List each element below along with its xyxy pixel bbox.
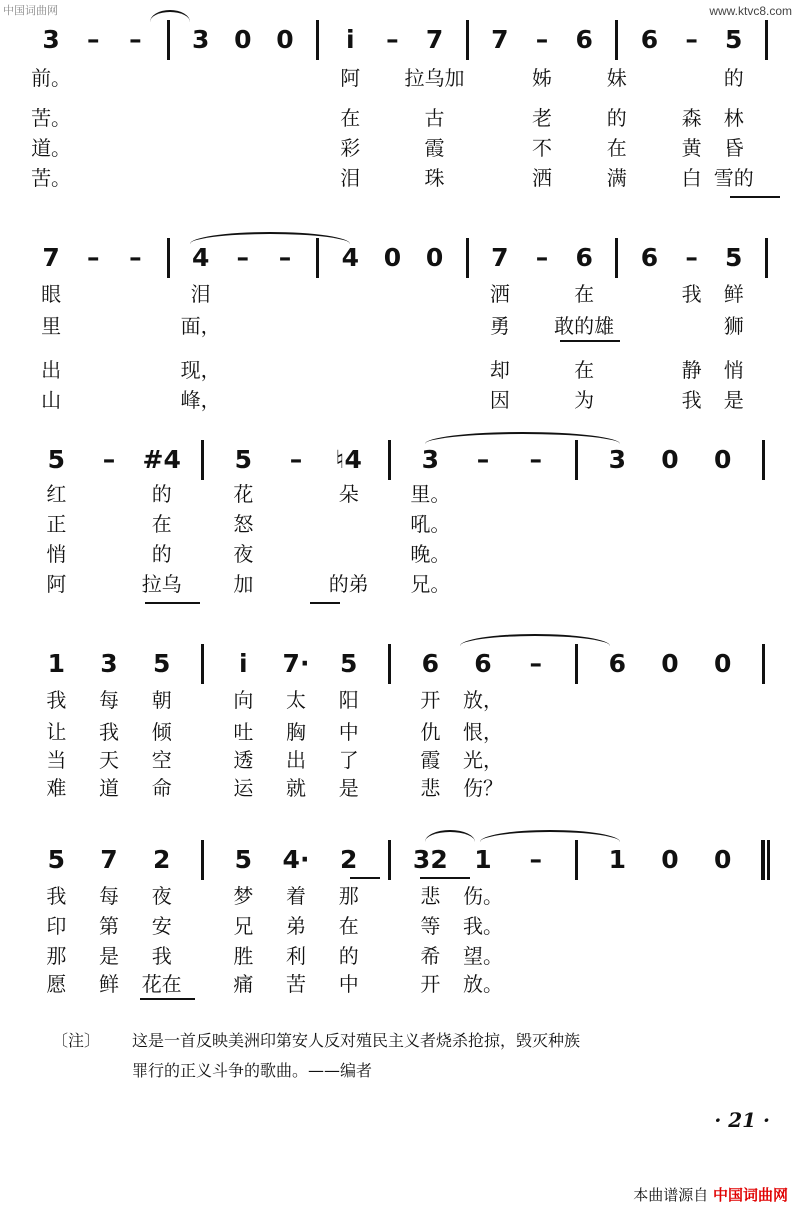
lyric: 妹	[606, 66, 627, 90]
lyric: 太	[286, 688, 306, 712]
lyric: 我	[681, 388, 702, 412]
note: 7	[100, 845, 118, 874]
lyric: 花	[233, 482, 254, 506]
lyric: 苦	[286, 972, 306, 996]
lyric: 恨，	[463, 720, 503, 744]
lyric: 为	[574, 388, 595, 412]
note: 0	[383, 243, 402, 272]
lyric: 静	[681, 358, 702, 382]
note: 32	[412, 845, 448, 874]
lyric: 安	[151, 914, 172, 938]
lyric: 出	[286, 748, 306, 772]
lyric: 现，	[180, 358, 221, 382]
lyric: 仇	[420, 720, 441, 744]
lyric: 满	[606, 166, 627, 190]
watermark-right: www.ktvc8.com	[709, 4, 792, 18]
lyric: 红	[46, 482, 67, 506]
note: 2	[339, 845, 358, 874]
note: 2	[152, 845, 171, 874]
lyric: 峰，	[180, 388, 221, 412]
note: 6	[474, 649, 492, 678]
note: 0	[661, 445, 679, 474]
note: 3	[100, 649, 118, 678]
barline	[466, 238, 469, 278]
notation-line	[0, 840, 800, 880]
dash-note: –	[386, 25, 399, 54]
dash-note: –	[476, 445, 490, 474]
note: 6	[608, 649, 627, 678]
lyric: 古	[424, 106, 445, 130]
tie	[425, 830, 475, 842]
lyric: 泪	[340, 166, 361, 190]
lyric: 在	[151, 512, 172, 536]
dash-note: –	[685, 243, 698, 272]
lyric: 悄	[723, 358, 744, 382]
lyric: 天	[99, 748, 119, 772]
barline	[765, 20, 768, 60]
lyric: 拉乌	[141, 572, 182, 596]
note: 1	[474, 845, 492, 874]
note: 0	[234, 25, 252, 54]
lyric: 黄	[681, 136, 702, 160]
barline	[388, 644, 391, 684]
lyric: 那	[338, 884, 359, 908]
underline	[350, 877, 380, 879]
note: 5	[339, 649, 358, 678]
note-line-2: 罪行的正义斗争的歌曲。——编者	[132, 1061, 373, 1080]
note: 3	[191, 25, 210, 54]
note: 1	[47, 649, 66, 678]
lyric: 中	[338, 972, 359, 996]
lyric: 洒	[532, 166, 552, 190]
lyric: 等	[420, 914, 441, 938]
barline	[615, 238, 618, 278]
lyric: 朝	[151, 688, 172, 712]
lyric: 每	[99, 688, 119, 712]
lyric: 出	[41, 358, 62, 382]
note: 7·	[282, 649, 310, 678]
tie	[150, 10, 190, 22]
barline	[765, 238, 768, 278]
lyric: 中	[338, 720, 359, 744]
final-barline	[761, 840, 770, 880]
lyric: 我。	[463, 914, 503, 938]
note: i	[345, 25, 355, 54]
lyric: 就	[286, 776, 306, 800]
lyric: 兄。	[410, 572, 451, 596]
lyric: 的	[151, 542, 172, 566]
note: 1	[608, 845, 627, 874]
barline	[201, 840, 204, 880]
note: 0	[425, 243, 444, 272]
lyric: 着	[286, 884, 306, 908]
lyric: 望。	[463, 944, 503, 968]
lyric: 苦。	[31, 166, 72, 190]
note: 3	[608, 445, 627, 474]
lyric: 悲	[420, 884, 441, 908]
lyric: 因	[489, 388, 510, 412]
lyric: 却	[489, 358, 510, 382]
lyric: 在	[338, 914, 359, 938]
lyric: 放，	[463, 688, 503, 712]
lyric: 开	[420, 972, 441, 996]
lyric: 在	[340, 106, 361, 130]
lyric: 勇	[489, 314, 510, 338]
lyric: 伤。	[463, 884, 503, 908]
dash-note: –	[102, 445, 116, 474]
underline	[730, 196, 780, 198]
lyric: 伤？	[463, 776, 503, 800]
lyric: 我	[151, 944, 172, 968]
barline	[575, 440, 578, 480]
notation-line	[0, 238, 800, 278]
tie	[425, 432, 620, 444]
lyric: 运	[233, 776, 254, 800]
barline	[615, 20, 618, 60]
lyric: 了	[338, 748, 359, 772]
notation-line	[0, 440, 800, 480]
source-prefix: 本曲谱源自	[633, 1186, 709, 1204]
lyric: 每	[99, 884, 119, 908]
lyric: 悄	[46, 542, 67, 566]
note: 5	[725, 243, 743, 272]
dash-note: –	[529, 845, 542, 874]
lyric: 在	[574, 282, 595, 306]
underline	[140, 998, 195, 1000]
underline	[560, 340, 620, 342]
barline	[575, 644, 578, 684]
note: 5	[234, 445, 253, 474]
dash-note: –	[529, 649, 542, 678]
note: 6	[640, 25, 659, 54]
lyric: 的	[723, 66, 744, 90]
lyric: 昏	[723, 136, 744, 160]
lyric: 的弟	[328, 572, 369, 596]
lyric: 夜	[151, 884, 172, 908]
lyric: 花在	[141, 972, 182, 996]
note: 7	[425, 25, 444, 54]
lyric: 白	[681, 166, 702, 190]
lyric: 倾	[151, 720, 172, 744]
lyric: 霞	[420, 748, 441, 772]
tie	[190, 232, 350, 244]
underline	[145, 602, 200, 604]
note: 5	[725, 25, 743, 54]
lyric: 的	[338, 944, 359, 968]
lyric: 当	[46, 748, 67, 772]
lyric: 不	[532, 136, 552, 160]
tie	[480, 830, 620, 842]
lyric: 阳	[338, 688, 359, 712]
barline	[762, 644, 765, 684]
note: 5	[234, 845, 253, 874]
lyric: 洒	[489, 282, 510, 306]
barline	[388, 840, 391, 880]
lyric: 胜	[233, 944, 254, 968]
dash-note: –	[289, 445, 303, 474]
barline	[167, 20, 170, 60]
lyric: 拉乌加	[404, 66, 465, 90]
lyric: 让	[46, 720, 67, 744]
lyric: 眼	[41, 282, 62, 306]
lyric: 愿	[46, 972, 67, 996]
lyric: 向	[233, 688, 254, 712]
barline	[388, 440, 391, 480]
note: 4	[191, 243, 210, 272]
note: 7	[491, 25, 509, 54]
tie	[460, 634, 610, 646]
lyric: 第	[99, 914, 119, 938]
note: 0	[661, 845, 679, 874]
note: #4	[142, 445, 181, 474]
lyric: 夜	[233, 542, 254, 566]
lyric: 森	[681, 106, 702, 130]
note: 0	[713, 845, 732, 874]
lyric: 狮	[723, 314, 744, 338]
lyric: 里	[41, 314, 62, 338]
lyric: 正	[46, 512, 67, 536]
note-label: 〔注〕	[52, 1031, 101, 1050]
lyric: 朵	[338, 482, 359, 506]
lyric: 彩	[340, 136, 361, 160]
barline	[762, 440, 765, 480]
barline	[201, 440, 204, 480]
lyric: 面，	[180, 314, 221, 338]
notation-line	[0, 644, 800, 684]
lyric: 道。	[31, 136, 72, 160]
lyric: 是	[338, 776, 359, 800]
lyric: 霞	[424, 136, 445, 160]
lyric: 难	[46, 776, 67, 800]
lyric: 阿	[340, 66, 361, 90]
lyric: 加	[233, 572, 254, 596]
lyric: 利	[286, 944, 306, 968]
note: 6	[575, 25, 593, 54]
lyric: 晚。	[410, 542, 451, 566]
barline	[316, 238, 319, 278]
lyric: 里。	[410, 482, 451, 506]
note: 7	[491, 243, 509, 272]
lyric: 希	[420, 944, 441, 968]
note: 6	[640, 243, 659, 272]
note: 6	[421, 649, 440, 678]
note: 0	[713, 445, 732, 474]
lyric: 放。	[463, 972, 503, 996]
dash-note: –	[529, 445, 542, 474]
underline	[420, 877, 470, 879]
lyric: 痛	[233, 972, 254, 996]
lyric: 我	[681, 282, 702, 306]
lyric: 怒	[233, 512, 254, 536]
barline	[167, 238, 170, 278]
note: 0	[713, 649, 732, 678]
lyric: 我	[99, 720, 119, 744]
source-credit	[633, 1184, 788, 1205]
dash-note: –	[129, 243, 142, 272]
dash-note: –	[236, 243, 250, 272]
lyric: 空	[151, 748, 172, 772]
lyric: 命	[151, 776, 172, 800]
dash-note: –	[535, 243, 549, 272]
lyric: 老	[532, 106, 552, 130]
dash-note: –	[685, 25, 698, 54]
lyric: 悲	[420, 776, 441, 800]
lyric: 珠	[424, 166, 445, 190]
notation-line	[0, 20, 800, 60]
lyric: 胸	[286, 720, 306, 744]
lyric: 是	[99, 944, 119, 968]
note: 7	[42, 243, 60, 272]
lyric: 印	[46, 914, 67, 938]
lyric: 道	[99, 776, 119, 800]
lyric: 泪	[190, 282, 211, 306]
watermark-left: 中国词曲网	[3, 4, 58, 17]
lyric: 我	[46, 884, 67, 908]
barline	[201, 644, 204, 684]
lyric: 开	[420, 688, 441, 712]
page-number: · 21 ·	[714, 1108, 770, 1132]
lyric: 在	[606, 136, 627, 160]
lyric: 鲜	[723, 282, 744, 306]
dash-note: –	[278, 243, 292, 272]
lyric: 兄	[233, 914, 254, 938]
note: 5	[47, 445, 66, 474]
note: 6	[575, 243, 593, 272]
note: 0	[276, 25, 294, 54]
lyric: 鲜	[99, 972, 119, 996]
note: ♮4	[335, 445, 362, 474]
note: 0	[661, 649, 679, 678]
lyric: 那	[46, 944, 67, 968]
note: 3	[42, 25, 60, 54]
note-line-1: 这是一首反映美洲印第安人反对殖民主义者烧杀抢掠，毁灭种族	[132, 1031, 581, 1050]
source-site: 中国词曲网	[712, 1186, 788, 1204]
dash-note: –	[129, 25, 142, 54]
lyric: 我	[46, 688, 67, 712]
lyric: 弟	[286, 914, 306, 938]
lyric: 林	[723, 106, 744, 130]
lyric: 山	[41, 388, 62, 412]
note: 3	[421, 445, 440, 474]
lyric: 梦	[233, 884, 254, 908]
lyric: 吼。	[410, 512, 451, 536]
lyric: 前。	[31, 66, 72, 90]
lyric: 阿	[46, 572, 67, 596]
dash-note: –	[86, 25, 100, 54]
note: 4	[341, 243, 359, 272]
lyric: 在	[574, 358, 595, 382]
note: i	[239, 649, 248, 678]
note: 5	[152, 649, 171, 678]
barline	[575, 840, 578, 880]
barline	[466, 20, 469, 60]
lyric: 是	[723, 388, 744, 412]
note: 5	[47, 845, 66, 874]
lyric: 姊	[532, 66, 552, 90]
lyric: 光，	[463, 748, 503, 772]
lyric: 苦。	[31, 106, 72, 130]
dash-note: –	[86, 243, 100, 272]
lyric: 透	[233, 748, 254, 772]
lyric: 雪的	[713, 166, 754, 190]
dash-note: –	[535, 25, 549, 54]
lyric: 的	[151, 482, 172, 506]
barline	[316, 20, 319, 60]
note: 4·	[282, 845, 310, 874]
lyric: 的	[606, 106, 627, 130]
underline	[310, 602, 340, 604]
lyric: 敢的雄	[554, 314, 615, 338]
lyric: 吐	[233, 720, 254, 744]
